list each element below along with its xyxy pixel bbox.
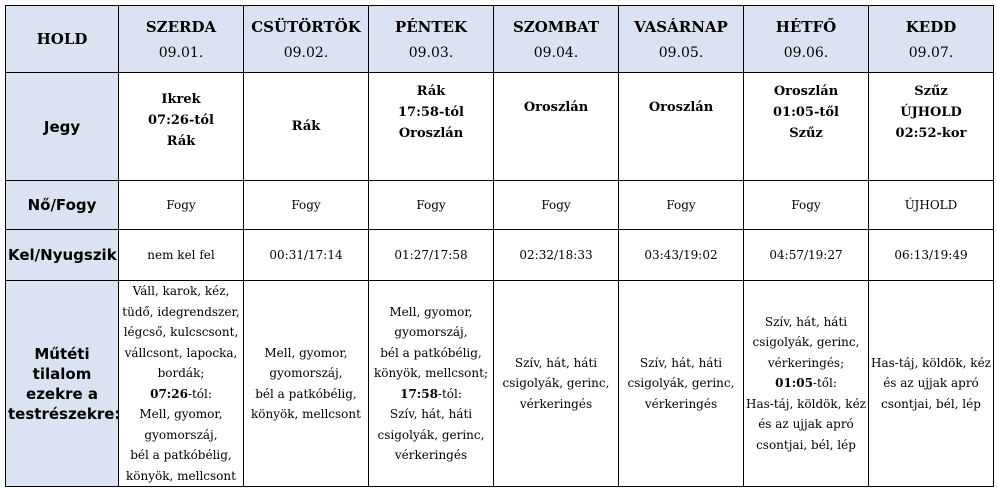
no-fogy-cell-2: Fogy [369, 181, 494, 230]
muteti-label-line: ezekre a [26, 384, 98, 403]
day-date: 09.06. [783, 45, 829, 61]
muteti-cell-0 [119, 281, 244, 487]
day-header-5 [744, 6, 869, 73]
jegy-line: Ikrek [161, 92, 201, 107]
no-fogy-cell-6: ÚJHOLD [869, 181, 994, 230]
jegy-line: Oroszlán [773, 84, 839, 99]
muteti-line: csigolyák, gerinc, [752, 335, 860, 350]
kel-nyugszik-row [6, 230, 994, 281]
jegy-cell-0 [119, 73, 244, 181]
muteti-row [6, 281, 994, 487]
muteti-line: könyök, mellcsont [251, 407, 361, 421]
jegy-line: Rák [291, 119, 321, 134]
jegy-cell-3 [494, 73, 619, 181]
no-fogy-cell-5: Fogy [744, 181, 869, 230]
no-fogy-cell-1: Fogy [244, 181, 369, 230]
muteti-time: 01:05 [775, 376, 813, 391]
muteti-line: Szív, hát, háti [639, 355, 723, 370]
muteti-line [371, 384, 491, 405]
muteti-cell-4 [619, 281, 744, 487]
muteti-line: csigolyák, gerinc, [502, 376, 610, 391]
day-date: 09.04. [533, 45, 579, 61]
day-name: SZOMBAT [512, 18, 600, 36]
muteti-line: Mell, gyomor, [389, 304, 473, 319]
jegy-line: 17:58-tól [398, 105, 464, 120]
header-row [6, 6, 994, 73]
muteti-cell-5 [744, 281, 869, 487]
day-name: HÉTFŐ [775, 18, 837, 36]
muteti-line: vérkeringés [394, 448, 468, 462]
muteti-line: bél a patkóbélig, [380, 345, 482, 360]
jegy-row [6, 73, 994, 181]
kel-nyugszik-cell-1: 00:31/17:14 [244, 230, 369, 281]
muteti-line: gyomorszáj, [144, 427, 218, 442]
jegy-line: Rák [416, 84, 446, 99]
muteti-cell-2 [369, 281, 494, 487]
jegy-line: 01:05-től [773, 105, 839, 120]
day-date: 09.01. [158, 45, 204, 61]
muteti-line: Szív, hát, háti [389, 407, 473, 421]
day-date: 09.03. [408, 45, 454, 61]
muteti-time-suffix: -tól: [437, 386, 462, 401]
no-fogy-cell-0: Fogy [119, 181, 244, 230]
muteti-line: csontjai, bél, lép [756, 437, 856, 452]
row-label-no-fogy: Nő/Fogy [6, 181, 119, 230]
day-date: 09.02. [283, 45, 329, 61]
muteti-time-suffix: -től: [812, 376, 837, 391]
day-header-0 [119, 6, 244, 73]
muteti-line [746, 373, 866, 394]
muteti-line: csontjai, bél, lép [881, 396, 981, 411]
muteti-line: Szív, hát, háti [514, 355, 598, 370]
kel-nyugszik-cell-5: 04:57/19:27 [744, 230, 869, 281]
kel-nyugszik-cell-6: 06:13/19:49 [869, 230, 994, 281]
day-name: CSÜTÖRTÖK [251, 18, 361, 36]
day-header-4 [619, 6, 744, 73]
jegy-line: 07:26-tól [148, 113, 214, 128]
muteti-line: könyök, mellcsont; [374, 366, 488, 380]
muteti-line: bordák; [157, 366, 205, 380]
row-label-muteti [6, 281, 119, 487]
row-label-jegy: Jegy [6, 73, 119, 181]
moon-calendar-table [5, 5, 994, 487]
jegy-line: Oroszlán [648, 100, 714, 115]
jegy-line: 02:52-kor [895, 126, 967, 141]
muteti-line: légcső, kulcscsont, [123, 325, 239, 339]
muteti-line: gyomorszáj, [394, 325, 468, 339]
kel-nyugszik-cell-3: 02:32/18:33 [494, 230, 619, 281]
day-name: VASÁRNAP [634, 18, 728, 36]
muteti-line: Has-táj, köldök, kéz [746, 396, 866, 411]
muteti-label-line: testrészekre: [8, 404, 121, 423]
jegy-line: Oroszlán [523, 100, 589, 115]
muteti-line: könyök, mellcsont [126, 468, 236, 483]
jegy-line: Rák [166, 134, 196, 149]
jegy-cell-6 [869, 73, 994, 181]
no-fogy-row [6, 181, 994, 230]
muteti-line: csigolyák, gerinc, [627, 376, 735, 391]
day-name: KEDD [905, 18, 957, 36]
jegy-cell-1 [244, 73, 369, 181]
jegy-cell-4 [619, 73, 744, 181]
muteti-line: vérkeringés; [767, 355, 845, 370]
row-label-kel-nyugszik: Kel/Nyugszik [6, 230, 119, 281]
no-fogy-cell-4: Fogy [619, 181, 744, 230]
kel-nyugszik-cell-4: 03:43/19:02 [619, 230, 744, 281]
muteti-line: csigolyák, gerinc, [377, 427, 485, 442]
muteti-line: és az ujjak apró [758, 417, 854, 432]
muteti-line: Mell, gyomor, [264, 345, 348, 360]
day-date: 09.05. [658, 45, 704, 61]
jegy-line: Szűz [914, 84, 948, 99]
kel-nyugszik-cell-2: 01:27/17:58 [369, 230, 494, 281]
muteti-line: bél a patkóbélig, [255, 386, 357, 401]
day-header-2 [369, 6, 494, 73]
corner-label: HOLD [6, 6, 119, 73]
muteti-line: Szív, hát, háti [764, 314, 848, 329]
kel-nyugszik-cell-0: nem kel fel [119, 230, 244, 281]
muteti-time: 07:26 [150, 386, 188, 401]
muteti-line [121, 384, 241, 405]
muteti-time-suffix: -tól: [187, 386, 212, 401]
muteti-line: bél a patkóbélig, [130, 448, 232, 462]
day-header-3 [494, 6, 619, 73]
muteti-line: Váll, karok, kéz, [132, 284, 230, 298]
muteti-line: vérkeringés [644, 396, 718, 411]
muteti-line: Mell, gyomor, [139, 407, 223, 421]
day-name: PÉNTEK [394, 18, 468, 36]
muteti-time: 17:58 [400, 386, 438, 401]
muteti-line: vállcsont, lapocka, [124, 345, 238, 360]
muteti-cell-6 [869, 281, 994, 487]
muteti-label-line: Műtéti tilalom [32, 344, 92, 383]
day-name: SZERDA [145, 18, 217, 36]
muteti-cell-3 [494, 281, 619, 487]
jegy-line: Szűz [789, 126, 823, 141]
day-header-6 [869, 6, 994, 73]
muteti-line: Has-táj, köldök, kéz [871, 355, 991, 370]
muteti-line: vérkeringés [519, 396, 593, 411]
muteti-cell-1 [244, 281, 369, 487]
jegy-line: Oroszlán [398, 126, 464, 141]
day-header-1 [244, 6, 369, 73]
muteti-line: és az ujjak apró [883, 376, 979, 391]
muteti-line: tüdő, idegrendszer, [122, 304, 240, 319]
jegy-cell-2 [369, 73, 494, 181]
jegy-cell-5 [744, 73, 869, 181]
no-fogy-cell-3: Fogy [494, 181, 619, 230]
muteti-line: gyomorszáj, [269, 366, 343, 380]
day-date: 09.07. [908, 45, 954, 61]
jegy-line: ÚJHOLD [900, 105, 962, 120]
